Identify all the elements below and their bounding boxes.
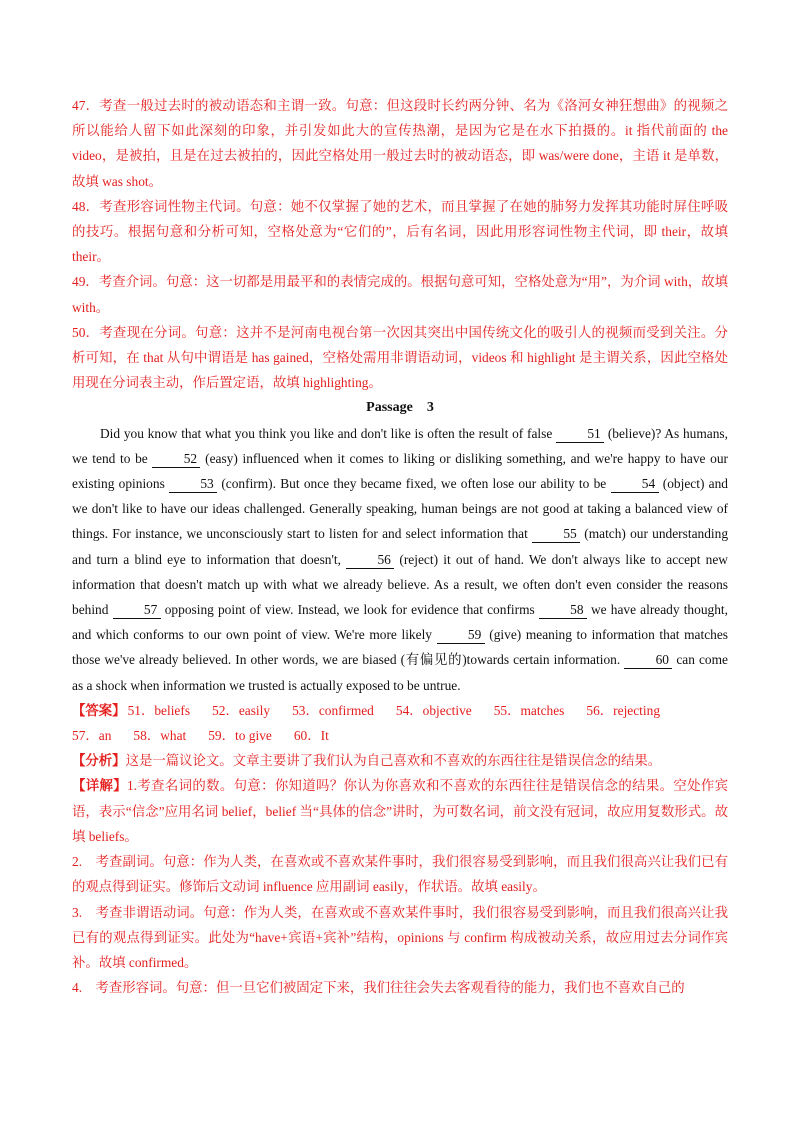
blank-53: 53: [169, 476, 217, 493]
analysis-text: 这是一篇议论文。文章主要讲了我们认为自己喜欢和不喜欢的东西往往是错误信念的结果。: [125, 753, 662, 769]
passage-segment: can come as a shock when information we trusted is actually exposed to be untrue.: [72, 652, 728, 693]
answer-item: 53．confirmed: [292, 702, 374, 718]
blank-57: 57: [113, 602, 161, 619]
blank-56: 56: [346, 552, 394, 569]
passage-text: [72, 421, 728, 698]
explanation-47: 47．考查一般过去时的被动语态和主谓一致。句意：但这段时长约两分钟、名为《洛河女神狂想曲》的视频之所以能给人留下如此深刻的印象，并引发如此大的宣传热潮，是因为它是在水下拍摄的。it 指代前面的 the video，是被拍，且是在过去被拍的，因此空格处用一般过去时的被动语态，即 was/were done，主语 it 是单数，故填 was shot。: [72, 98, 728, 189]
answer-section: [72, 698, 728, 748]
explanation-48: 48．考查形容词性物主代词。句意：她不仅掌握了她的艺术，而且掌握了在她的肺努力发挥其功能时屏住呼吸的技巧。根据句意和分析可知，空格处意为“它们的”，后有名词，因此用形容词性物主代词，即 their，故填 their。: [72, 198, 728, 265]
blank-52: 52: [152, 451, 200, 468]
passage-segment: (reject) it out of hand. We don't always like to accept new information that doesn't match up with what we already believe. As a result, we often don't even consider the reasons behind: [72, 551, 728, 618]
document-body: [72, 93, 728, 1000]
blank-54: 54: [611, 476, 659, 493]
explanation-49: 49．考查介词。句意：这一切都是用最平和的表情完成的。根据句意可知，空格处意为“用”，为介词 with，故填 with。: [72, 274, 728, 315]
answer-item: 60．It: [293, 728, 329, 744]
passage-segment: (match) our understanding and turn a blind eye to information that doesn't,: [72, 526, 729, 567]
blank-58: 58: [539, 602, 587, 619]
answer-item: 51．beliefs: [127, 702, 191, 718]
detail-4: 4. 考查形容词。句意：但一旦它们被固定下来，我们往往会失去客观看待的能力，我们也不喜欢自己的: [72, 980, 685, 996]
passage-segment: (believe)? As humans, we tend to be: [72, 425, 728, 466]
detail-label: 【详解】: [72, 778, 127, 794]
answer-label: 【答案】: [72, 702, 126, 718]
blank-60: 60: [624, 652, 672, 669]
blank-55: 55: [532, 526, 580, 543]
answer-item: 59．to give: [208, 728, 272, 744]
blank-51: 51: [556, 426, 604, 443]
passage-segment: we have already thought, and which conforms to our own point of view. We're more likely: [72, 602, 728, 643]
explanation-50: 50．考查现在分词。句意：这并不是河南电视台第一次因其突出中国传统文化的吸引人的视频而受到关注。分析可知，在 that 从句中谓语是 has gained，空格处需用非谓语动词，videos 和 highlight 是主谓关系，因此空格处用现在分词表主动，作后置定语，故填 highlighting。: [72, 324, 728, 391]
answer-item: 55．matches: [493, 702, 565, 718]
passage-segment: (object) and we don't like to have our ideas challenged. Generally speaking, human beings are not good at taking a balanced view of things. For instance, we unconsciously start to listen for and select information that: [72, 476, 728, 542]
answer-item: 57．an: [72, 728, 112, 744]
passage-segment: (give) meaning to information that matches those we've already believed. In other words, we are biased (有偏见的)towards certain information.: [72, 627, 728, 668]
answer-item: 54．objective: [395, 702, 472, 718]
blank-59: 59: [437, 627, 485, 644]
passage-segment: (confirm). But once they became fixed, we often lose our ability to be: [221, 476, 607, 492]
detail-1-text: 1.考查名词的数。句意：你知道吗？你认为你喜欢和不喜欢的东西往往是错误信念的结果。空处作宾语，表示“信念”应用名词 belief，belief 当“具体的信念”讲时，为可数名词，前文没有冠词，故应用复数形式。故填 beliefs。: [72, 778, 729, 844]
passage-segment: opposing point of view. Instead, we look for evidence that confirms: [164, 602, 535, 618]
passage-segment: (easy) influenced when it comes to liking or disliking something, and we're happy to have our existing opinions: [72, 450, 728, 492]
answer-item: 52．easily: [212, 702, 271, 718]
answer-item: 56．rejecting: [586, 702, 661, 718]
passage-title: Passage 3: [366, 400, 434, 416]
answer-item: 58．what: [133, 728, 187, 744]
analysis-section: [72, 748, 728, 773]
passage-segment: Did you know that what you think you like and don't like is often the result of false: [100, 425, 553, 441]
detail-2: 2. 考查副词。句意：作为人类，在喜欢或不喜欢某件事时，我们很容易受到影响，而且我们很高兴让我们已有的观点得到证实。修饰后文动词 influence 应用副词 easily，作状语。故填 easily。: [72, 854, 728, 895]
detail-3: 3. 考查非谓语动词。句意：作为人类，在喜欢或不喜欢某件事时，我们很容易受到影响，而且我们很高兴让我已有的观点得到证实。此处为“have+宾语+宾补”结构，opinions 与 confirm 构成被动关系，故应用过去分词作宾补。故填 confirmed。: [72, 904, 728, 970]
analysis-label: 【分析】: [72, 753, 126, 769]
detail-1: [72, 773, 728, 849]
